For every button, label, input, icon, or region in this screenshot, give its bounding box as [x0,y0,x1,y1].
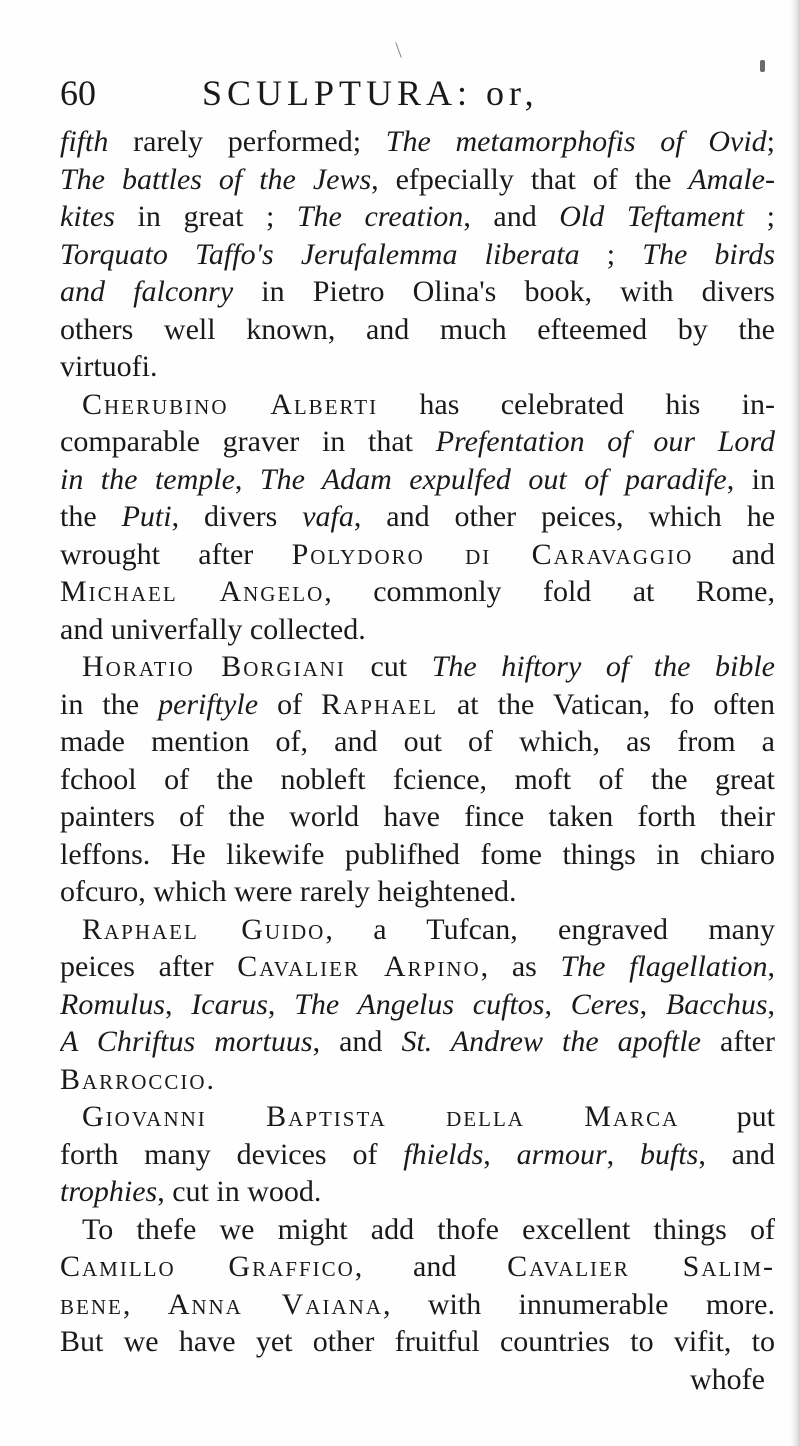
text-run: fchool of the nobleft fcience, moft of the great [60,762,775,796]
italic-text: and falconry [60,275,234,308]
small-caps-name: Raphael [321,687,438,721]
text-run: painters of the world have fince taken forth their [60,800,775,833]
italic-text: The creation [296,200,464,233]
text-line [60,648,775,686]
text-run: , in [726,462,775,496]
small-caps-name: Horatio Borgiani [82,650,346,683]
italic-text: Old Teftament [559,200,745,233]
text-run: others well known, and much efteemed by the [60,312,775,346]
catchword [60,1361,775,1399]
text-run: , with innumerable more. [383,1287,775,1321]
text-run: of [258,687,322,721]
text-line [60,1286,775,1324]
italic-text: The battles of the Jews [60,162,372,196]
text-run: , [483,1137,517,1171]
italic-text: The metamorphofis of Ovid [385,125,767,158]
text-run: at the Vatican, fo often [437,687,775,721]
text-line [60,911,775,949]
italic-text: in the temple [60,462,235,496]
text-run: forth many devices of [60,1137,404,1171]
text-line [60,1248,775,1286]
text-run: , [767,987,775,1021]
text-run: whofe [690,1362,765,1396]
page-edge-shadow [790,0,800,1446]
text-run: , [234,462,260,496]
text-run: , [267,987,295,1021]
text-run: in the [60,687,159,721]
text-run: , and [312,1025,402,1058]
text-line [60,686,775,724]
text-run: ; [579,237,643,271]
small-caps-name: Raphael Guido [82,912,326,946]
text-line [60,461,775,499]
small-caps-name: Cavalier Arpino [237,950,481,983]
italic-text: The hiftory of the bible [431,650,775,683]
text-line [60,273,775,311]
text-run: leffons. He likewife publifhed fome things in chiaro [60,837,775,871]
text-line [60,198,775,236]
text-line [60,1098,775,1136]
small-caps-name: Anna Vaiana [167,1287,383,1321]
text-run: ; [744,200,775,233]
text-line [60,236,775,274]
text-line [60,536,775,574]
italic-text: The Angelus cuftos [294,987,545,1021]
italic-text: Romulus [60,987,165,1021]
small-caps-name: Michael Angelo [60,575,325,608]
text-run: wrought after [60,537,292,571]
text-run: , divers [171,500,303,533]
italic-text: A Chriftus mortuus [60,1025,313,1058]
text-run: , [122,1287,168,1321]
text-line [60,348,775,386]
text-run: But we have yet other fruitful countries to vifit, to [60,1325,775,1358]
text-run: , and [698,1137,775,1171]
text-run: virtuofi. [60,350,158,383]
text-run: , as [480,950,561,983]
text-line [60,1173,775,1211]
italic-text: Ceres [570,987,640,1021]
text-line [60,761,775,799]
text-run: , cut in wood. [157,1175,322,1208]
small-caps-name: Polydoro di Caravaggio [291,537,694,571]
text-line [60,948,775,986]
italic-text: kites [60,200,115,233]
page-number: 60 [60,73,96,113]
italic-text: Torquato Taffo's Jerufalemma liberata [60,237,580,271]
text-run: To thefe we might add thofe excellent things of [82,1212,775,1246]
text-line [60,1023,775,1061]
text-run: in great ; [114,200,297,233]
text-run: peices after [60,950,238,983]
italic-text: The Adam expulfed out of paradife [259,462,727,496]
text-run: , efpecially that of the [371,162,689,196]
italic-text: armour [516,1137,607,1171]
text-run: ofcuro, which were rarely heightened. [60,875,517,908]
text-line [60,498,775,536]
small-caps-name: Cherubino Alberti [82,387,379,421]
italic-text: Icarus [191,987,268,1021]
text-line [60,161,775,199]
text-run: , and other peices, which he [353,500,775,533]
text-run: rarely performed; [108,125,386,158]
text-line [60,1211,775,1249]
ink-mark [395,42,401,57]
body-text [60,123,775,1398]
text-run: , [606,1137,640,1171]
italic-text: fifth [60,125,109,158]
text-run: , [639,987,666,1021]
text-run: , commonly fold at Rome, [324,575,775,608]
small-caps-name: Barroccio. [60,1062,217,1096]
ink-speck [760,60,765,72]
text-run: , and [354,1250,508,1283]
text-line [60,873,775,911]
text-run: , a Tufcan, engraved many [325,912,775,946]
text-line [60,1323,775,1361]
text-run: and univerfally collected. [60,612,366,646]
text-run: in Pietro Olina's book, with divers [233,275,775,308]
text-line [60,723,775,761]
text-run: has celebrated his in- [378,387,775,421]
italic-text: periftyle [158,687,259,721]
text-run: , [165,987,192,1021]
text-run: ; [766,125,775,158]
text-line [60,311,775,349]
text-run: the [60,500,122,533]
small-caps-name: Cavalier Salim- [507,1250,775,1283]
text-line [60,573,775,611]
text-line [60,986,775,1024]
text-run: , [767,950,775,983]
page-header [60,72,760,118]
text-line [60,386,775,424]
text-run: comparable graver in that [60,425,436,458]
text-line [60,836,775,874]
text-line [60,123,775,161]
italic-text: Bacchus [665,987,768,1021]
italic-text: Amale- [688,162,775,196]
small-caps-name: Giovanni Baptista della Marca [82,1100,680,1133]
italic-text: Prefentation of our Lord [435,425,775,458]
text-run: , [544,987,571,1021]
italic-text: Puti [121,500,172,533]
italic-text: The flagellation [560,950,768,983]
text-run: cut [345,650,432,683]
italic-text: vafa [302,500,354,533]
text-line [60,798,775,836]
italic-text: The birds [642,237,775,271]
text-line [60,1136,775,1174]
text-run: , and [463,200,560,233]
running-head: SCULPTURA: or, [202,73,539,113]
text-run: after [701,1025,775,1058]
small-caps-name: bene [60,1287,123,1321]
small-caps-name: Camillo Graffico [60,1250,355,1283]
text-run: made mention of, and out of which, as from a [60,725,775,758]
text-line [60,611,775,649]
italic-text: bufts [639,1137,699,1171]
italic-text: St. Andrew the apoftle [401,1025,702,1058]
text-line [60,423,775,461]
text-line [60,1061,775,1099]
italic-text: trophies [60,1175,158,1208]
text-run: and [693,537,775,571]
italic-text: fhields [403,1137,484,1171]
text-run: put [679,1100,775,1133]
